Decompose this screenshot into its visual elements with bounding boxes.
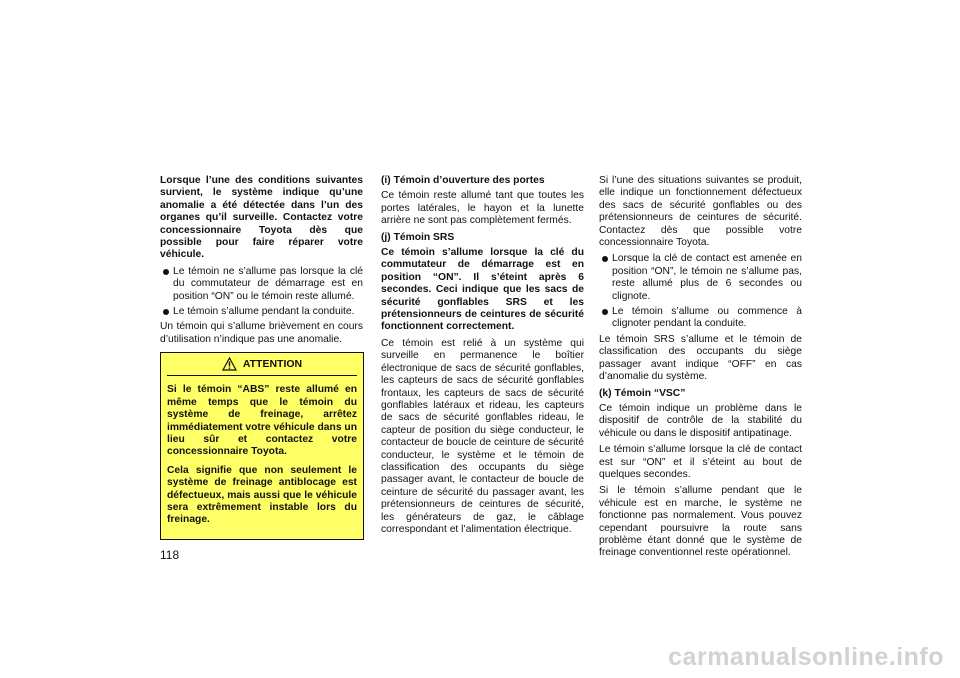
attention-paragraph: Si le témoin “ABS” reste allumé en même temps que le témoin du système de freinage, arrêtez immédiatement votre véhicule dans un lieu sûr et contactez votre concessionnaire Toyota. [167, 384, 357, 458]
attention-title: ATTENTION [242, 358, 303, 371]
list-item [599, 306, 802, 331]
srs-note: Le témoin SRS s’allume et le témoin de classification des occupants du siège passager avant indique “OFF” en cas d’anomalie du système. [599, 333, 802, 383]
section-heading-j: (j) Témoin SRS [381, 231, 455, 243]
list-item-text: Le témoin s’allume ou commence à clignoter pendant la conduite. [612, 306, 802, 330]
column-3 [599, 175, 802, 564]
section-heading-k: (k) Témoin “VSC” [599, 387, 686, 399]
intro-text: Lorsque l’une des conditions suivantes survient, le système indique qu’une anomalie a été détectée dans l’un des organes qu’il surveille. Contactez votre concessionnaire Toyota dès que possible pour faire réparer votre véhicule. [160, 175, 363, 261]
section-text-k: Si le témoin s’allume pendant que le véhicule est en marche, le système ne fonctionne pas normalement. Vous pouvez cependant poursuivre la route sans problème étant donné que le système de freinage conventionnel reste opérationnel. [599, 485, 802, 559]
list-item-text: Le témoin ne s’allume pas lorsque la clé du commutateur de démarrage est en position “ON” ou le témoin reste allumé. [173, 265, 363, 302]
list-item-text: Lorsque la clé de contact est amenée en position “ON”, le témoin ne s’allume pas, reste allumé plus de 6 secondes ou clignote. [612, 253, 802, 302]
list-item [160, 306, 363, 318]
warning-triangle-icon [222, 357, 237, 371]
page-number: 118 [160, 548, 180, 562]
bullet-dot-icon [163, 309, 169, 315]
section-text-i: Ce témoin reste allumé tant que toutes les portes latérales, le hayon et la lunette arrière ne sont pas complètement fermés. [381, 190, 584, 227]
bullet-dot-icon [602, 256, 608, 262]
attention-paragraph: Cela signifie que non seulement le système de freinage antiblocage est défectueux, mais aussi que le véhicule sera extrêmement instable lors du freinage. [167, 464, 357, 526]
section-bold-j: Ce témoin s’allume lorsque la clé du commutateur de démarrage est en position “ON”. Il s’éteint après 6 secondes. Ceci indique que les sacs de sécurité gonflables SRS et les prétensionneurs de ceintures de sécurité fonctionnent correctement. [381, 247, 584, 333]
column-2 [381, 175, 584, 540]
section-text-k: Le témoin s’allume lorsque la clé de contact est sur “ON” et il s’éteint au bout de quelques secondes. [599, 444, 802, 480]
watermark: carmanualsonline.info [668, 643, 944, 671]
section-text-j: Ce témoin est relié à un système qui surveille en permanence le boîtier électronique de sacs de sécurité gonflables, les capteurs de sacs de sécurité gonflables frontaux, les capteurs de sacs de sécurité gonflables latéraux et rideau, les capteurs de sacs de sécurité gonflables rideau, le capteur de position du siège conducteur, le contacteur de boucle de ceinture de sécurité conducteur, le système et le témoin de classification des occupants du siège passager avant, le contacteur de boucle de ceinture de sécurité du passager avant, les prétensionneurs de ceintures de sécurité, les générateurs de gaz, le câblage correspondant et l’alimentation électrique. [381, 337, 584, 535]
section-heading-i: (i) Témoin d’ouverture des portes [381, 175, 545, 186]
attention-body [161, 384, 363, 526]
note-text: Un témoin qui s’allume brièvement en cours d’utilisation n’indique pas une anomalie. [160, 321, 363, 345]
attention-header [167, 353, 357, 376]
column-1 [160, 175, 363, 540]
bullet-dot-icon [602, 309, 608, 315]
attention-box [160, 352, 364, 539]
list-item [160, 266, 363, 303]
list-item-text: Le témoin s’allume pendant la conduite. [173, 306, 355, 318]
bullet-dot-icon [163, 269, 169, 275]
section-text-k: Ce témoin indique un problème dans le dispositif de contrôle de la stabilité du véhicule ou dans le dispositif antipatinage. [599, 402, 802, 439]
list-item [599, 253, 802, 303]
intro-text: Si l’une des situations suivantes se produit, elle indique un fonctionnement défectueux des sacs de sécurité gonflables ou des prétensionneurs de ceintures de sécurité. Contactez dès que possible votre concessionnaire Toyota. [599, 175, 802, 249]
